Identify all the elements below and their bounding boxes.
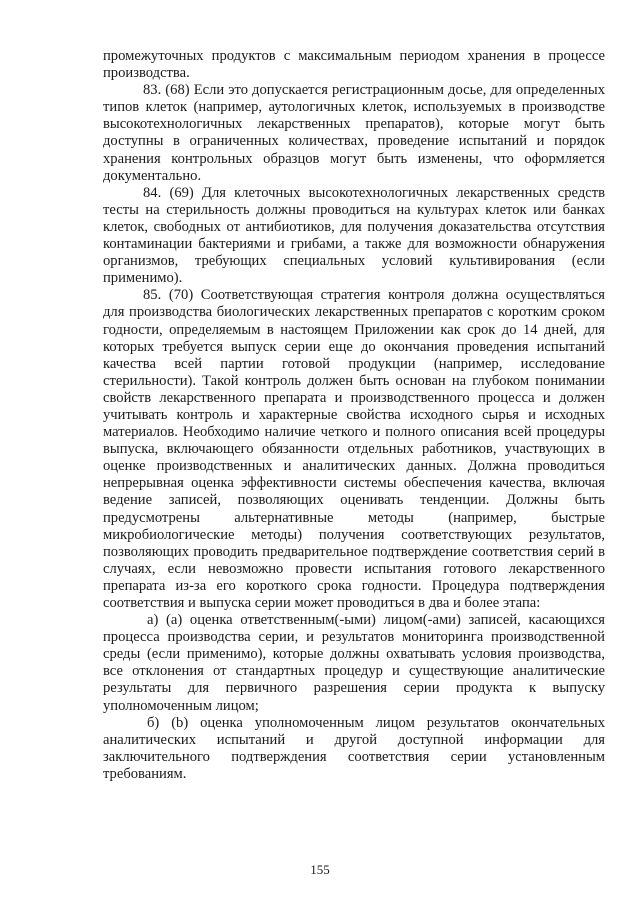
- paragraph-85: 85. (70) Соответствующая стратегия контроля должна осуществляться для производства биологических лекарственных препаратов с коротким сроком годности, определяемым в настоящем Приложении как срок до 14 дней, для которых требуется выпуск серии еще до окончания проведения испытаний качества всей партии готовой продукции (например, исследование стерильности). Такой контроль должен быть основан на глубоком понимании свойств лекарственного препарата и производственного процесса и должен учитывать контроль и характерные свойства исходного сырья и исходных материалов. Необходимо наличие четкого и полного описания всей процедуры выпуска, включающего обязанности отдельных работников, участвующих в оценке производственных и аналитических данных. Должна проводиться непрерывная оценка эффективности системы обеспечения качества, включая ведение записей, позволяющих оценивать тенденции. Должны быть предусмотрены альтернативные методы (например, быстрые микробиологические методы) получения соответствующих результатов, позволяющих проводить предварительное подтверждение соответствия серий в случаях, если невозможно провести испытания готового лекарственного препарата из-за его короткого срока годности. Процедура подтверждения соответствия и выпуска серии может проводиться в два и более этапа:: [103, 287, 605, 611]
- paragraph-continuation: промежуточных продуктов с максимальным периодом хранения в процессе производства.: [103, 48, 605, 82]
- paragraph-84: 84. (69) Для клеточных высокотехнологичных лекарственных средств тесты на стерильность должны проводиться на культурах клеток или банках клеток, свободных от антибиотиков, для получения доказательства отсутствия контаминации бактериями и грибами, а также для возможности обнаружения организмов, требующих специальных условий культивирования (если применимо).: [103, 184, 605, 287]
- paragraph-83: 83. (68) Если это допускается регистрационным досье, для определенных типов клеток (например, аутологичных клеток, используемых в производстве высокотехнологичных лекарственных препаратов), которые могут быть доступны в ограниченных количествах, проведение испытаний и порядок хранения контрольных образцов могут быть изменены, что оформляется документально.: [103, 82, 605, 184]
- paragraph-85-item-b: б) (b) оценка уполномоченным лицом результатов окончательных аналитических испытаний и другой доступной информации для заключительного подтверждения соответствия серии установленным требованиям.: [103, 714, 605, 782]
- document-body: [103, 48, 605, 783]
- paragraph-85-item-a: а) (a) оценка ответственным(-ыми) лицом(-ами) записей, касающихся процесса производства серии, и результатов мониторинга производственной среды (если применимо), которые должны охватывать условия производства, все отклонения от стандартных процедур и существующие аналитические результаты для первичного разрешения серии продукта к выпуску уполномоченным лицом;: [103, 612, 605, 714]
- page-number: 155: [310, 862, 330, 877]
